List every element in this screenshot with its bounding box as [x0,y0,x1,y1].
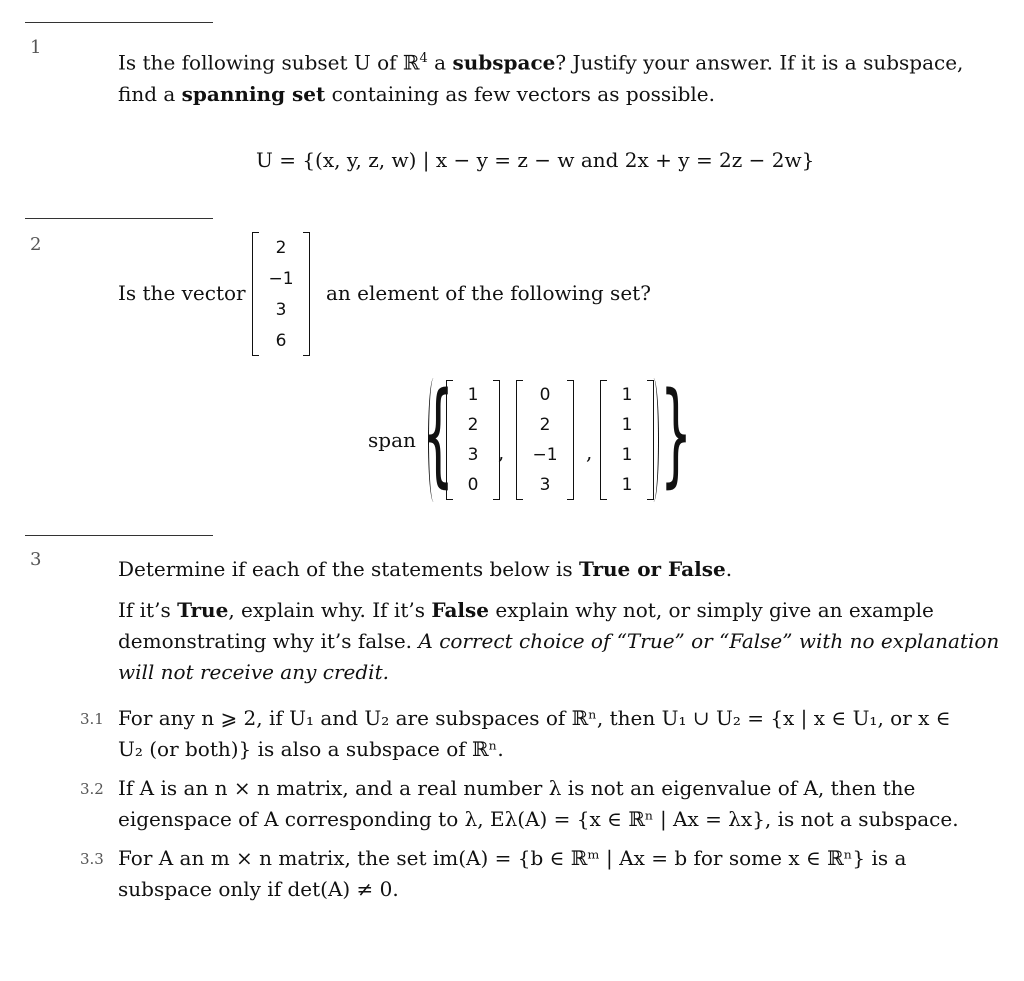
span-vector-1-entry: 0 [467,475,479,495]
q3-intro [118,554,732,585]
span-vector-2-entry: 2 [539,415,551,435]
q3-item-number: 3.1 [80,710,104,728]
q2-suffix: an element of the following set? [326,281,651,305]
q3-item-line: If A is an n × n matrix, and a real number λ is not an eigenvalue of A, then the [118,776,916,800]
q3-instructions [118,595,999,688]
q3-intro-b: . [725,557,733,581]
q2-separator [25,218,213,219]
q2-vector-entry: −1 [268,268,294,289]
q3-intro-a: Determine if each of the statements below is [118,557,580,581]
q2-vector-entry: 3 [275,299,287,320]
q1-spanning-set-bold: spanning set [181,81,326,106]
q3-p2-a: demonstrating why it’s false. [118,629,419,653]
q1-line1-c: ? Justify your answer. If it is a subspace, [555,50,964,75]
q2-vector [252,232,310,356]
q2-vector-entry: 2 [275,237,287,258]
q1-line1 [118,43,963,79]
q1-set-definition: U = {(x, y, z, w) | x − y = z − w and 2x + y = 2z − 2w} [256,148,815,172]
span-vector-3-entry: 1 [621,415,633,435]
span-vector-1-entry: 3 [467,445,479,465]
q3-separator [25,535,213,536]
q1-line2-a: find a [118,81,182,106]
span-vector-3-entry: 1 [621,445,633,465]
q3-p3-italic: will not receive any credit. [118,660,389,684]
q3-item-line: For any n ⩾ 2, if U₁ and U₂ are subspaces of ℝⁿ, then U₁ ∪ U₂ = {x | x ∈ U₁, or x ∈ [118,706,951,730]
span-vector-2-entry: 0 [539,385,551,405]
q1-sup4: 4 [419,51,428,66]
q2-left-paren [428,378,439,502]
q2-span-vector-1 [446,380,500,500]
q2-comma-2: , [586,440,593,464]
q2-comma-1: , [498,440,505,464]
q1-separator [25,22,213,23]
q3-instr-line3 [118,657,999,688]
q2-span-vector-3 [600,380,654,500]
q3-item-3-2 [118,773,959,835]
q2-span-vector-2 [516,380,574,500]
q3-item-3-3 [118,843,906,905]
q1-line2 [118,79,963,110]
q3-false-bold: False [431,598,489,622]
q1-line1-b: a [427,50,453,75]
q3-p2-italic: A correct choice of “True” or “False” with no explanation [418,629,1000,653]
q2-number: 2 [30,234,42,255]
span-vector-1-entry: 1 [467,385,479,405]
q3-item-3-1 [118,703,951,765]
q3-p1-b: , explain why. If it’s [228,598,432,622]
q3-item-line: U₂ (or both)} is also a subspace of ℝⁿ. [118,737,504,761]
q1-subspace-bold: subspace [452,50,556,75]
q1-number: 1 [30,37,42,58]
q3-item-line: For A an m × n matrix, the set im(A) = {b ∈ ℝᵐ | Ax = b for some x ∈ ℝⁿ} is a [118,846,907,870]
q1-text [118,43,963,110]
span-vector-2-entry: −1 [532,445,558,465]
span-vector-2-entry: 3 [539,475,551,495]
q3-item-number: 3.3 [80,850,104,868]
q3-item-line: subspace only if det(A) ≠ 0. [118,877,399,901]
q1-line2-b: containing as few vectors as possible. [325,81,715,106]
q2-prefix: Is the vector [118,281,246,305]
q2-left-brace: { [422,369,455,499]
q2-vector-entry: 6 [275,330,287,351]
q3-number: 3 [30,549,42,570]
q3-p1-c: explain why not, or simply give an example [489,598,934,622]
q2-right-brace: } [660,369,693,499]
q3-instr-line2 [118,626,999,657]
q2-span-label: span [368,428,416,452]
q2-right-paren [648,378,659,502]
q3-instr-line1 [118,595,999,626]
q3-true-or-false-bold: True or False [579,557,726,581]
q3-p1-a: If it’s [118,598,178,622]
q3-true-bold: True [177,598,229,622]
q3-item-number: 3.2 [80,780,104,798]
q3-item-line: eigenspace of A corresponding to λ, Eλ(A) = {x ∈ ℝⁿ | Ax = λx}, is not a subspace. [118,807,959,831]
q1-line1-a: Is the following subset U of [118,50,403,75]
span-vector-3-entry: 1 [621,385,633,405]
q1-R: ℝ [402,50,420,75]
span-vector-1-entry: 2 [467,415,479,435]
span-vector-3-entry: 1 [621,475,633,495]
